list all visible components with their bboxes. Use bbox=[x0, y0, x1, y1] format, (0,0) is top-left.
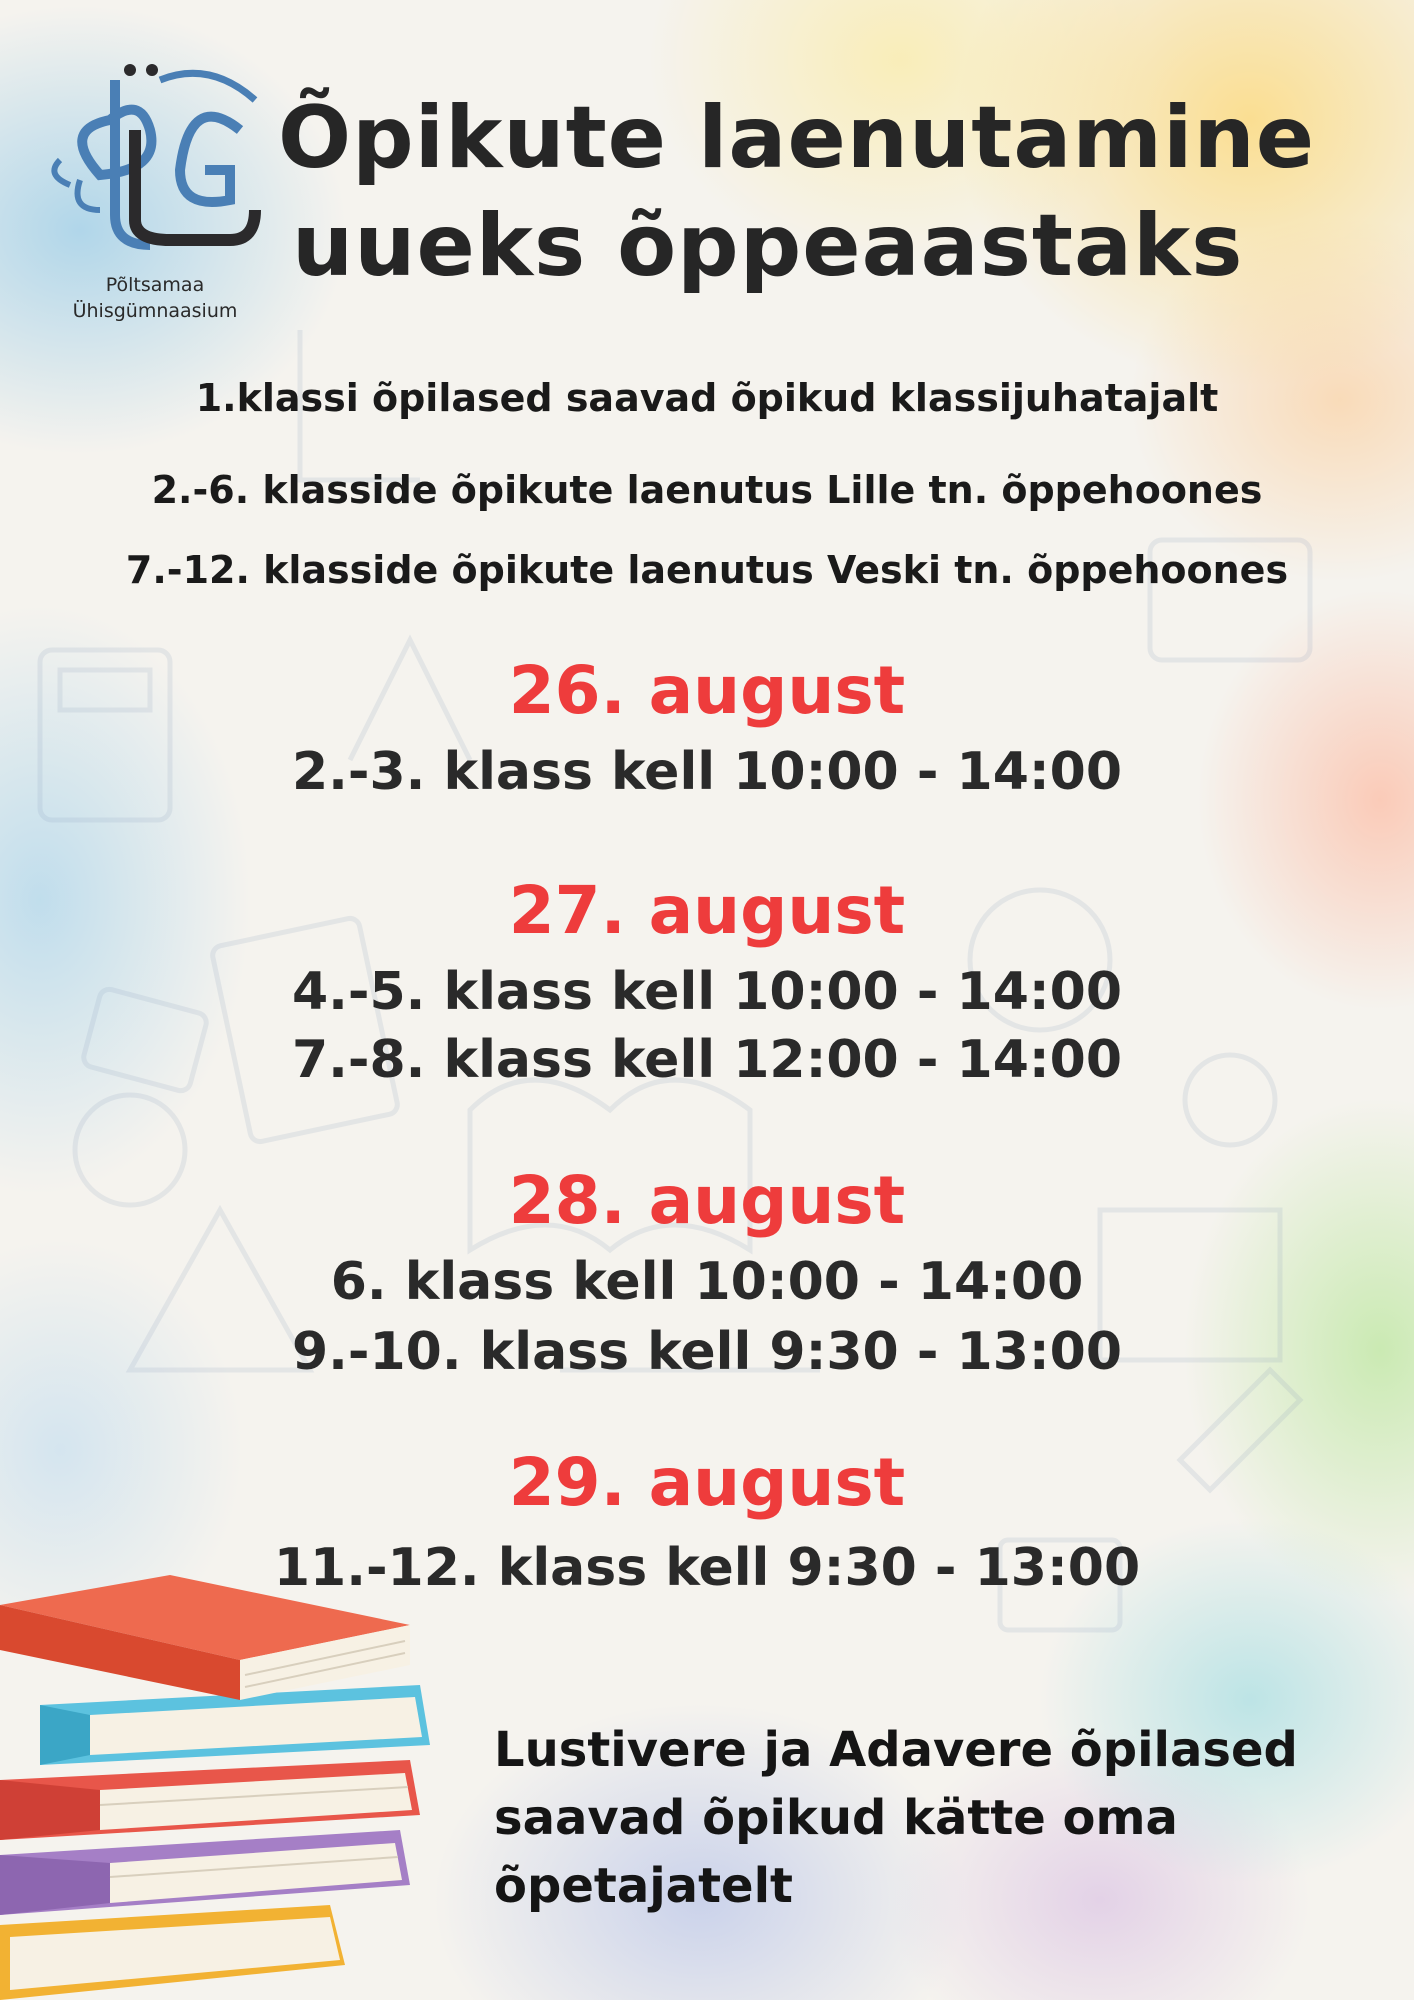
logo-school-name-line1: Põltsamaa bbox=[105, 274, 205, 296]
info-line-grades-2-6: 2.-6. klasside õpikute laenutus Lille tn. õppehoones bbox=[151, 468, 1263, 512]
logo-school-name-line2: Ühisgümnaasium bbox=[72, 300, 238, 322]
schedule-date-27: 27. august bbox=[508, 872, 906, 949]
school-monogram-logo-icon bbox=[40, 60, 270, 260]
note-line3: õpetajatelt bbox=[494, 1858, 793, 1914]
note-line2: saavad õpikud kätte oma bbox=[494, 1790, 1178, 1846]
page-title-line1: Õpikute laenutamine bbox=[278, 88, 1316, 188]
info-line-grade1: 1.klassi õpilased saavad õpikud klassijuhatajalt bbox=[195, 376, 1219, 420]
school-logo bbox=[40, 60, 270, 330]
schedule-slot: 4.-5. klass kell 10:00 - 14:00 bbox=[291, 962, 1123, 1022]
schedule-date-28: 28. august bbox=[508, 1162, 906, 1239]
schedule-date-29: 29. august bbox=[508, 1444, 906, 1521]
schedule-slot: 11.-12. klass kell 9:30 - 13:00 bbox=[273, 1538, 1141, 1598]
schedule-slot: 2.-3. klass kell 10:00 - 14:00 bbox=[291, 742, 1123, 802]
note-line1: Lustivere ja Adavere õpilased bbox=[494, 1722, 1298, 1778]
schedule-slot: 6. klass kell 10:00 - 14:00 bbox=[330, 1252, 1084, 1312]
page-title-line2: uueks õppeaastaks bbox=[292, 196, 1244, 296]
schedule-slot: 7.-8. klass kell 12:00 - 14:00 bbox=[291, 1030, 1123, 1090]
info-line-grades-7-12: 7.-12. klasside õpikute laenutus Veski tn. õppehoones bbox=[125, 548, 1289, 592]
schedule-slot: 9.-10. klass kell 9:30 - 13:00 bbox=[291, 1322, 1123, 1382]
book-stack-illustration-icon bbox=[0, 1565, 440, 2000]
schedule-date-26: 26. august bbox=[508, 652, 906, 729]
